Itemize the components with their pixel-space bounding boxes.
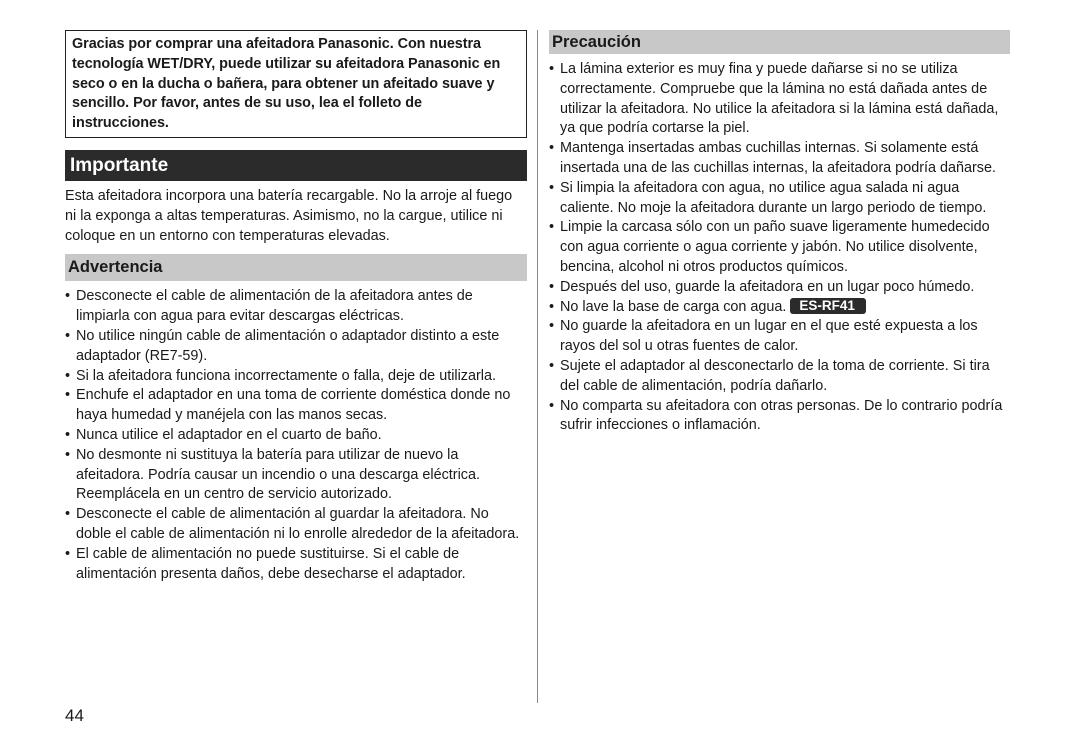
bullet-icon: • (549, 219, 555, 236)
importante-heading: Importante (65, 150, 527, 181)
list-item: • La lámina exterior es muy fina y puede dañarse si no se utiliza correctamente. Compruebe que la lámina no está dañada antes de utilizar la afeitadora. No utilice la afeitadora si la lámina está dañada, ya que podría cortarse la piel. (549, 61, 999, 137)
bullet-icon: • (65, 426, 71, 443)
precaucion-heading: Precaución (549, 30, 1010, 54)
advertencia-list (65, 287, 527, 584)
list-item: • Mantenga insertadas ambas cuchillas internas. Si solamente está insertada una de las cuchillas internas, la afeitadora podría dañarse. (549, 140, 996, 176)
list-item: • No guarde la afeitadora en un lugar en el que esté expuesta a los rayos del sol u otras fuentes de calor. (549, 318, 978, 355)
importante-text: Esta afeitadora incorpora una batería recargable. No la arroje al fuego ni la exponga a altas temperaturas. Asimismo, no la cargue, utilice ni coloque en un entorno con temperaturas elevadas. (65, 187, 513, 244)
bullet-icon: • (549, 357, 555, 374)
bullet-icon: • (549, 140, 555, 157)
list-item: • Nunca utilice el adaptador en el cuarto de baño. (65, 426, 527, 446)
precaucion-list (549, 60, 1010, 436)
bullet-icon: • (549, 278, 555, 295)
list-item: • Sujete el adaptador al desconectarlo de la toma de corriente. Si tira del cable de alimentación, podría dañarlo. (549, 357, 990, 394)
bullet-icon: • (65, 387, 71, 404)
list-item: • Limpie la carcasa sólo con un paño suave ligeramente humedecido con agua corriente o agua corriente y jabón. No utilice disolvente, bencina, alcohol ni otros productos químicos. (549, 219, 990, 275)
list-item: • Después del uso, guarde la afeitadora en un lugar poco húmedo. (549, 278, 1010, 298)
bullet-icon: • (65, 288, 71, 305)
list-item: • Si limpia la afeitadora con agua, no utilice agua salada ni agua caliente. No moje la afeitadora durante un largo periodo de tiempo. (549, 179, 987, 216)
bullet-icon: • (549, 298, 555, 315)
bullet-icon: • (65, 367, 71, 384)
right-column (549, 30, 1010, 436)
column-divider (537, 30, 538, 703)
list-item: • No desmonte ni sustituya la batería para utilizar de nuevo la afeitadora. Podría causar un incendio o una descarga eléctrica. Reemplácela en un centro de servicio autorizado. (65, 446, 480, 503)
bullet-icon: • (549, 397, 555, 414)
list-item: • No utilice ningún cable de alimentación o adaptador distinto a este adaptador (RE7-59). (65, 327, 500, 364)
bullet-icon: • (65, 545, 71, 562)
bullet-icon: • (549, 61, 555, 77)
left-column (65, 30, 527, 584)
list-item: • El cable de alimentación no puede sustituirse. Si el cable de alimentación presenta daños, debe desecharse el adaptador. (65, 545, 466, 582)
page-number: 44 (65, 706, 84, 725)
model-badge: ES-RF41 (790, 298, 866, 314)
list-item: • Desconecte el cable de alimentación de la afeitadora antes de limpiarla con agua para evitar descargas eléctricas. (65, 288, 473, 325)
bullet-icon: • (549, 318, 555, 335)
list-item: • Enchufe el adaptador en una toma de corriente doméstica donde no haya humedad y manéjela con las manos secas. (65, 387, 511, 424)
bullet-icon: • (65, 327, 71, 344)
advertencia-heading: Advertencia (65, 254, 527, 281)
intro-box: Gracias por comprar una afeitadora Panasonic. Con nuestra tecnología WET/DRY, puede utilizar su afeitadora Panasonic en seco o en la ducha o bañera, para obtener un afeitado suave y sencillo. Por favor, antes de su uso, lea el folleto de instrucciones. (65, 30, 527, 138)
list-item: • No lave la base de carga con agua. ES-RF41 (549, 298, 1010, 318)
bullet-icon: • (549, 179, 555, 196)
bullet-icon: • (65, 506, 71, 523)
list-item: • Si la afeitadora funciona incorrectamente o falla, deje de utilizarla. (65, 367, 527, 387)
bullet-icon: • (65, 446, 71, 463)
list-item: • Desconecte el cable de alimentación al guardar la afeitadora. No doble el cable de alimentación ni lo enrolle alrededor de la afeitadora. (65, 506, 520, 542)
list-item: • No comparta su afeitadora con otras personas. De lo contrario podría sufrir infecciones o inflamación. (549, 397, 1003, 434)
